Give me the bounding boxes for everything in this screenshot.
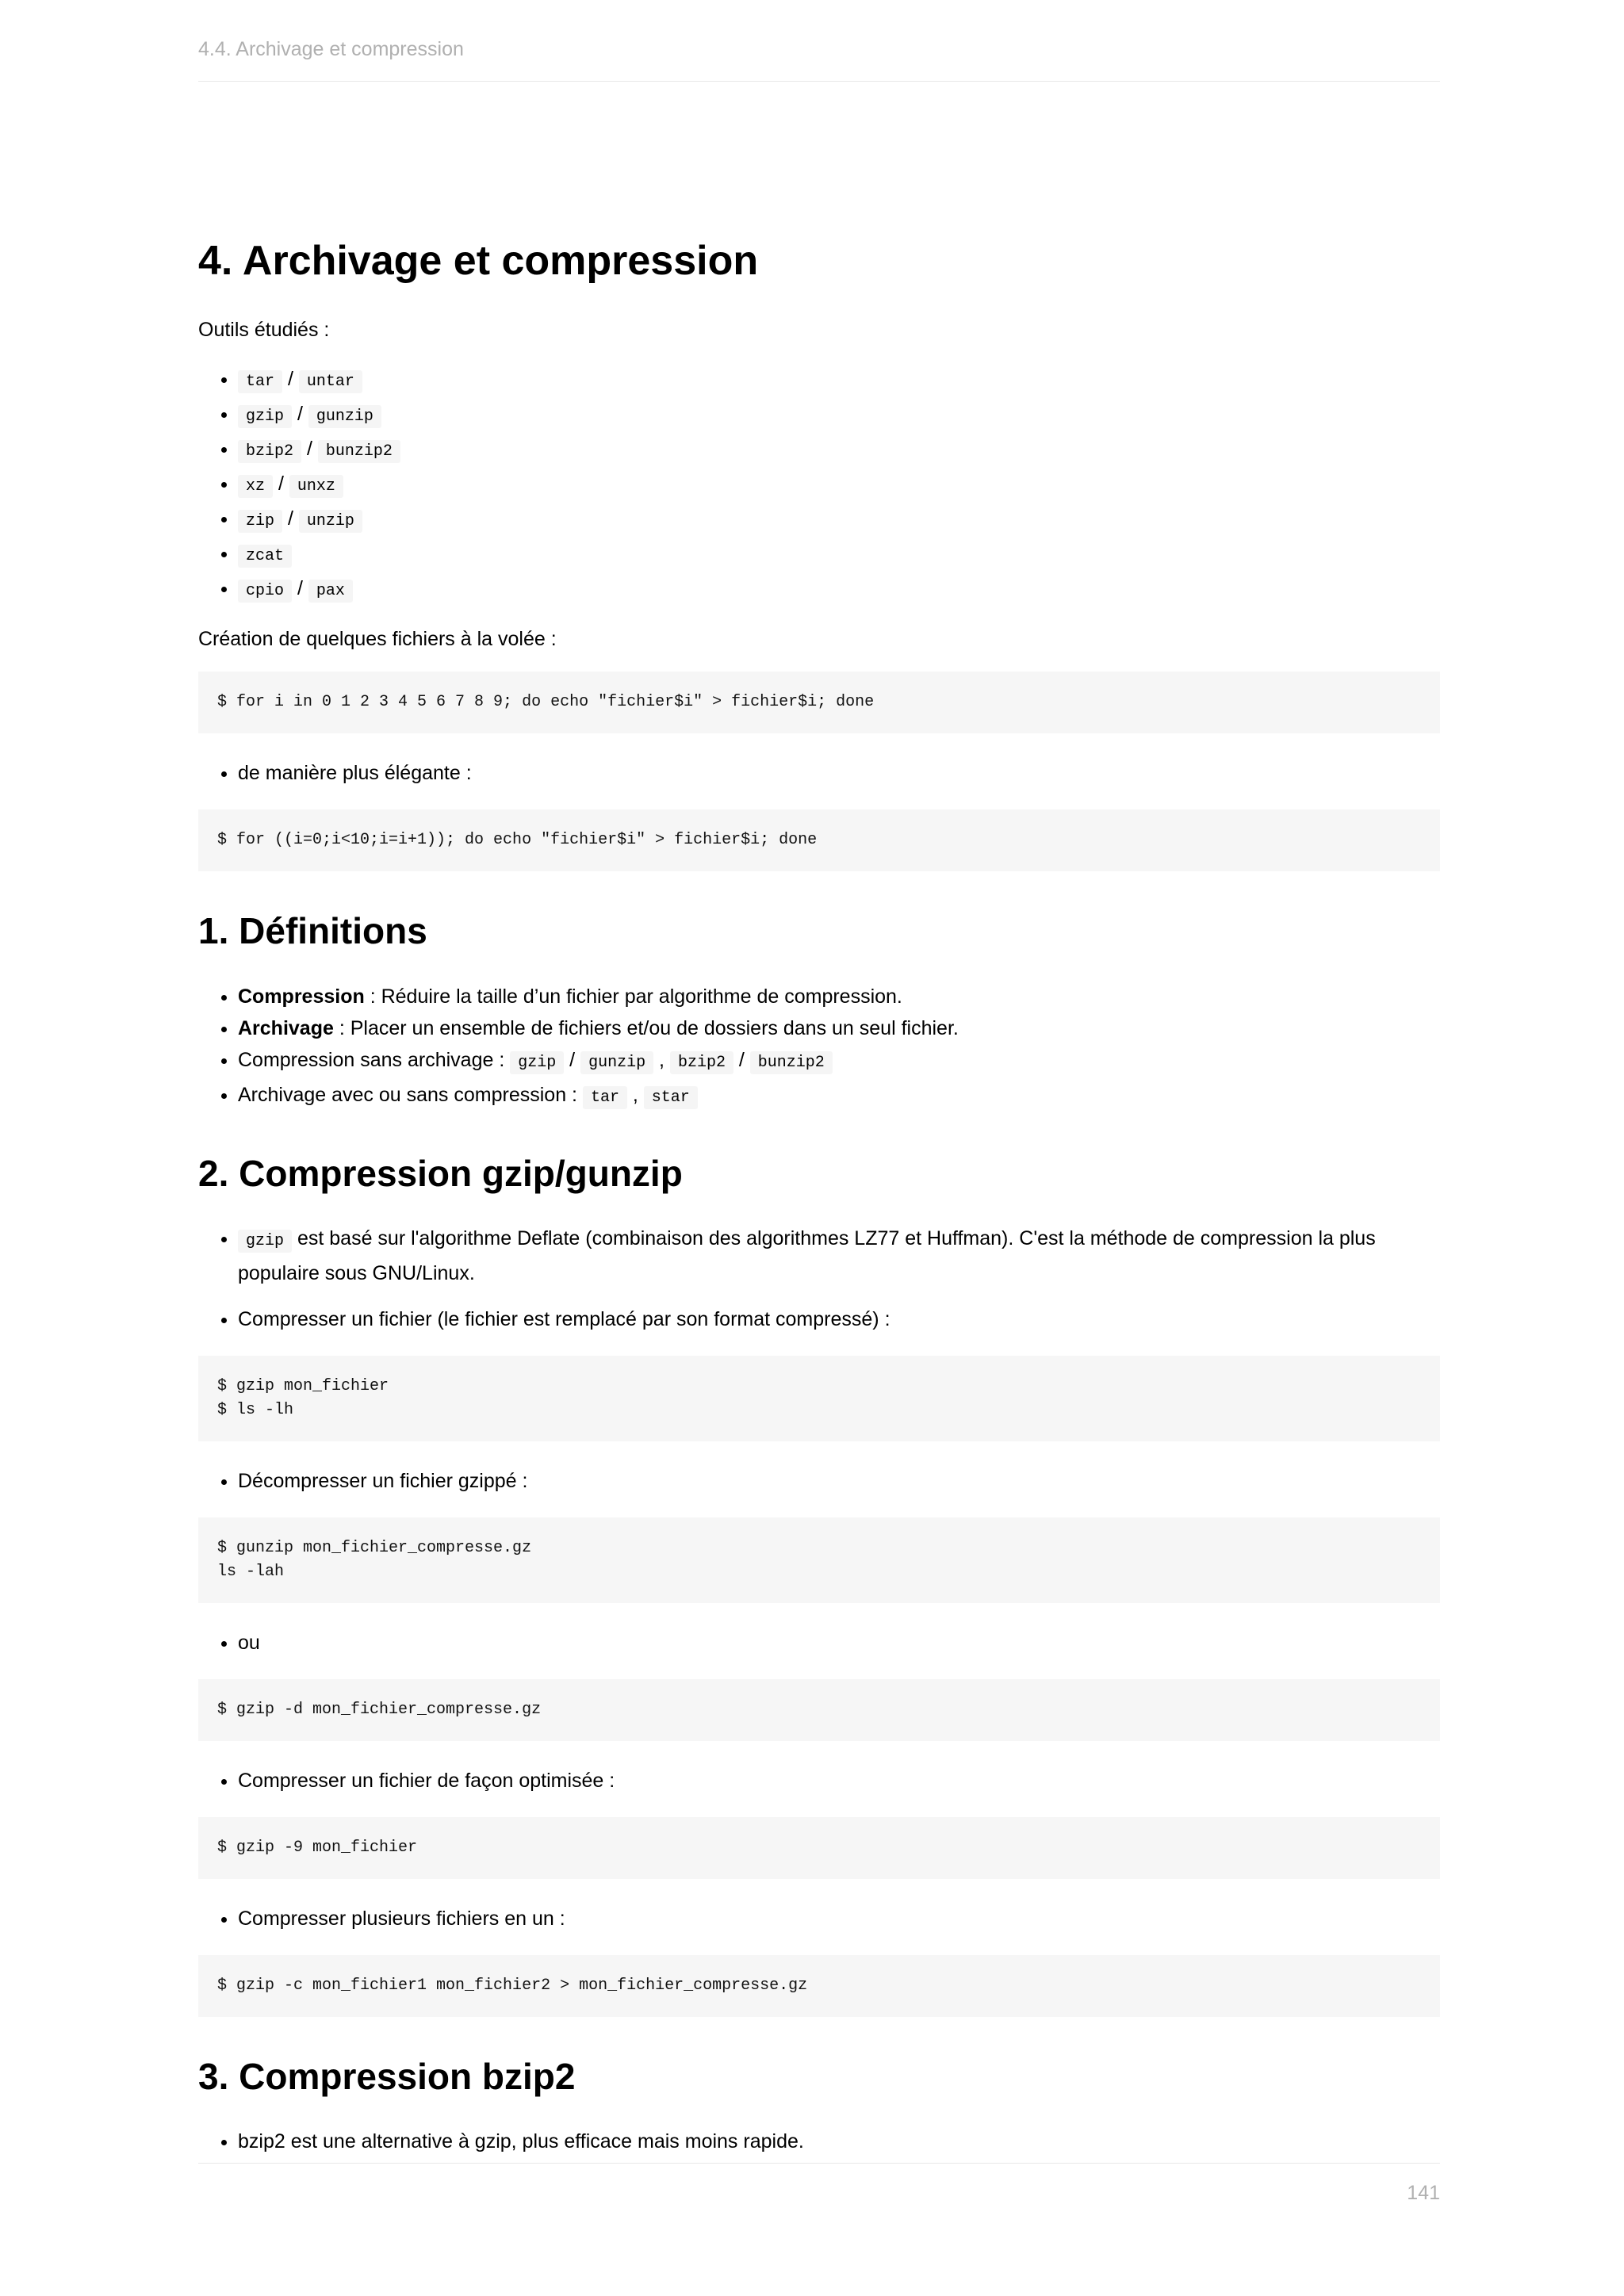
tools-list (198, 363, 1440, 607)
inline-code: unxz (289, 475, 343, 498)
inline-code: bunzip2 (318, 440, 400, 463)
separator: / (297, 402, 303, 425)
bzip2-list (198, 2126, 1440, 2157)
list-item: • Compresser plusieurs fichiers en un : (238, 1903, 1440, 1934)
list-item (238, 363, 1440, 398)
separator: / (733, 1048, 750, 1071)
or-list (198, 1627, 1440, 1659)
separator: / (564, 1048, 581, 1071)
elegant-list (198, 757, 1440, 789)
creation-label: Création de quelques fichiers à la volée : (198, 627, 557, 650)
section-heading-definitions: 1. Définitions (198, 910, 427, 952)
code-block: $ gzip -d mon_fichier_compresse.gz (198, 1679, 1440, 1741)
code-block: $ gzip -9 mon_fichier (198, 1817, 1440, 1879)
section-heading-bzip2: 3. Compression bzip2 (198, 2055, 576, 2097)
code-block: $ for ((i=0;i<10;i=i+1)); do echo "fichier$i" > fichier$i; done (198, 809, 1440, 871)
term: Archivage (238, 1016, 334, 1039)
separator: , (626, 1083, 644, 1106)
inline-code: gzip (238, 1230, 292, 1253)
code-block: $ gunzip mon_fichier_compresse.gz ls -lah (198, 1517, 1440, 1603)
page-content (198, 236, 1440, 2175)
list-item (238, 538, 1440, 572)
list-item (238, 981, 1440, 1012)
definition-text: Archivage avec ou sans compression : (238, 1083, 583, 1106)
inline-code: cpio (238, 580, 292, 603)
inline-code: bzip2 (670, 1051, 733, 1074)
list-item: • bzip2 est une alternative à gzip, plus efficace mais moins rapide. (238, 2126, 1440, 2157)
footer-divider (198, 2163, 1440, 2164)
inline-code: bzip2 (238, 440, 301, 463)
inline-code: gzip (510, 1051, 564, 1074)
list-item: • Décompresser un fichier gzippé : (238, 1465, 1440, 1497)
list-item (238, 1223, 1440, 1289)
separator: , (653, 1048, 670, 1071)
inline-code: tar (583, 1086, 627, 1109)
code-block: $ for i in 0 1 2 3 4 5 6 7 8 9; do echo "fichier$i" > fichier$i; done (198, 672, 1440, 733)
list-item: • de manière plus élégante : (238, 757, 1440, 789)
list-item: • Compresser un fichier de façon optimisée : (238, 1765, 1440, 1797)
list-item (238, 468, 1440, 503)
inline-code: gunzip (580, 1051, 653, 1074)
inline-code: gunzip (308, 405, 381, 428)
inline-code: unzip (299, 510, 362, 533)
list-item (238, 1012, 1440, 1044)
term: Compression (238, 985, 365, 1008)
separator: / (297, 576, 303, 599)
inline-code: gzip (238, 405, 292, 428)
running-header: 4.4. Archivage et compression (198, 38, 464, 60)
separator: / (287, 367, 293, 390)
list-item (238, 503, 1440, 538)
list-item (238, 1079, 1440, 1114)
page-title: 4. Archivage et compression (198, 238, 759, 284)
optimized-list (198, 1765, 1440, 1797)
section-heading-gzip: 2. Compression gzip/gunzip (198, 1152, 683, 1194)
inline-code: untar (299, 370, 362, 393)
list-item: • Compresser un fichier (le fichier est remplacé par son format compressé) : (238, 1303, 1440, 1335)
code-block: $ gzip mon_fichier $ ls -lh (198, 1356, 1440, 1441)
code-block: $ gzip -c mon_fichier1 mon_fichier2 > mon_fichier_compresse.gz (198, 1955, 1440, 2017)
header-divider (198, 81, 1440, 82)
inline-code: zip (238, 510, 282, 533)
paragraph-text: est basé sur l'algorithme Deflate (combinaison des algorithmes LZ77 et Huffman). C'est la méthode de compression la plus populaire sous GNU/Linux. (238, 1226, 1376, 1284)
list-item: • ou (238, 1627, 1440, 1659)
inline-code: bunzip2 (750, 1051, 833, 1074)
inline-code: pax (308, 580, 353, 603)
multi-list (198, 1903, 1440, 1934)
definitions-list (198, 981, 1440, 1114)
list-item (238, 433, 1440, 468)
definition-text: : Réduire la taille d’un fichier par algorithme de compression. (364, 985, 902, 1008)
separator: / (306, 437, 312, 460)
definition-text: : Placer un ensemble de fichiers et/ou de dossiers dans un seul fichier. (333, 1016, 959, 1039)
tools-label: Outils étudiés : (198, 319, 330, 342)
list-item (238, 398, 1440, 433)
separator: / (278, 472, 284, 495)
page-number: 141 (1407, 2182, 1440, 2204)
list-item (238, 1044, 1440, 1079)
decompress-list (198, 1465, 1440, 1497)
inline-code: tar (238, 370, 282, 393)
definition-text: Compression sans archivage : (238, 1048, 511, 1071)
inline-code: star (644, 1086, 698, 1109)
list-item (238, 572, 1440, 607)
gzip-intro-list (198, 1223, 1440, 1335)
separator: / (287, 507, 293, 530)
inline-code: zcat (238, 545, 292, 568)
inline-code: xz (238, 475, 273, 498)
